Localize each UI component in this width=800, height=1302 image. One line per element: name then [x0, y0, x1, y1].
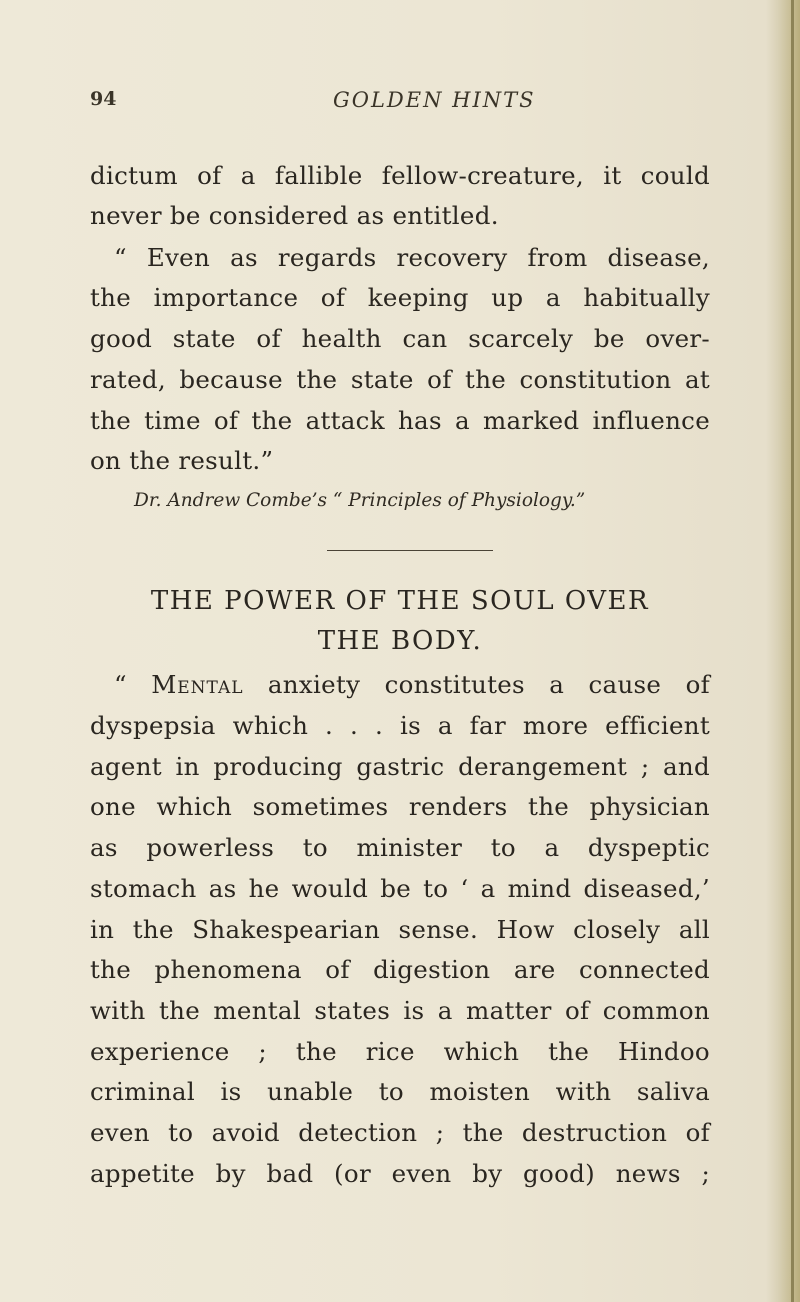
- smallcaps-word: Mental: [151, 670, 244, 699]
- text-line: with the mental states is a matter of common: [90, 996, 710, 1025]
- text-line: “ Even as regards recovery from disease,: [114, 243, 710, 272]
- text-line: even to avoid detection ; the destruction of: [90, 1118, 710, 1147]
- text-line: experience ; the rice which the Hindoo: [90, 1037, 710, 1066]
- page-edge-line: [791, 0, 794, 1302]
- section-heading: THE POWER OF THE SOUL OVER: [150, 586, 650, 616]
- text-line: never be considered as entitled.: [90, 201, 499, 230]
- text-line: the importance of keeping up a habitually: [90, 283, 710, 312]
- text-line: one which sometimes renders the physician: [90, 792, 710, 821]
- text-line: appetite by bad (or even by good) news ;: [90, 1159, 710, 1188]
- text-line: dyspepsia which . . . is a far more efficient: [90, 711, 710, 740]
- text-line: as powerless to minister to a dyspeptic: [90, 833, 710, 862]
- section-heading-continued: THE BODY.: [317, 626, 483, 656]
- text-span: anxiety constitutes a cause of: [243, 670, 710, 699]
- open-quote: “: [114, 670, 152, 699]
- text-line: dictum of a fallible fellow-creature, it could: [90, 161, 710, 190]
- text-line: rated, because the state of the constitution at: [90, 365, 710, 394]
- page-number: 94: [90, 88, 117, 110]
- text-line: agent in producing gastric derangement ; and: [90, 752, 710, 781]
- section-divider: [327, 550, 493, 551]
- page-edge-shadow: [766, 0, 800, 1302]
- text-line: stomach as he would be to ‘ a mind diseased,’: [90, 874, 710, 903]
- text-line: [114, 670, 710, 700]
- running-head-title: GOLDEN HINTS: [333, 88, 536, 112]
- text-line: criminal is unable to moisten with saliva: [90, 1077, 710, 1106]
- text-line: the time of the attack has a marked influence: [90, 406, 710, 435]
- text-line: on the result.”: [90, 446, 274, 475]
- citation: Dr. Andrew Combe’s “ Principles of Physiology.”: [134, 490, 586, 511]
- text-line: in the Shakespearian sense. How closely all: [90, 915, 710, 944]
- text-line: good state of health can scarcely be over-: [90, 324, 710, 353]
- running-head: [90, 86, 710, 126]
- text-line: the phenomena of digestion are connected: [90, 955, 710, 984]
